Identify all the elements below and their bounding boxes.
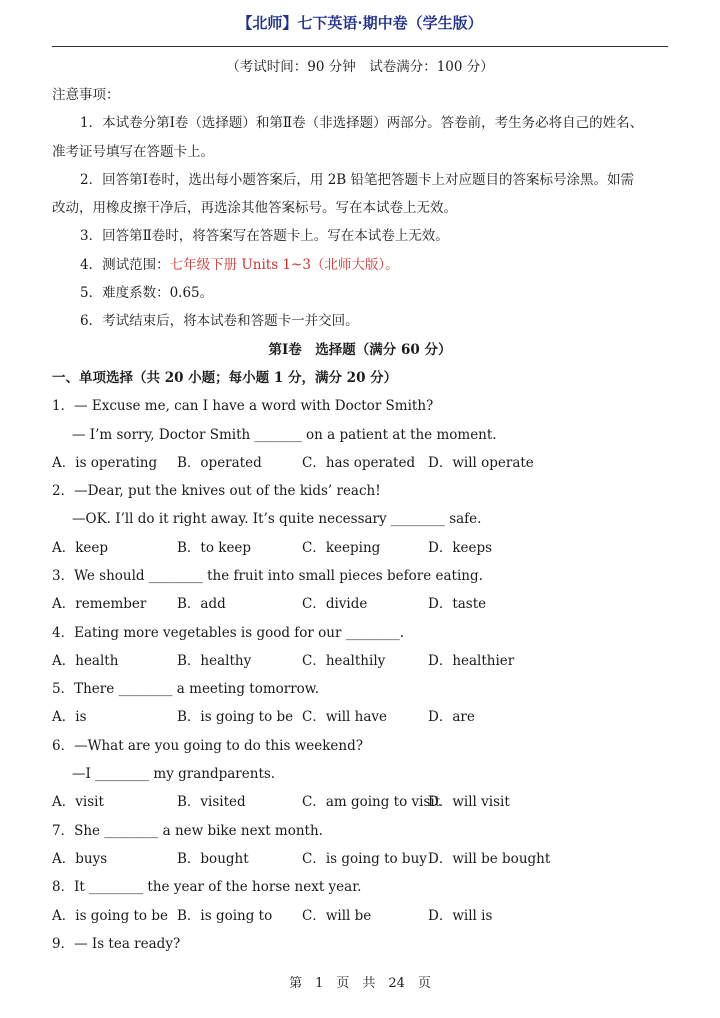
page-footer: 第 1 页 共 24 页 bbox=[289, 976, 431, 991]
note-2-line-2: 改动，用橡皮擦干净后，再选涂其他答案标号。写在本试卷上无效。 bbox=[52, 200, 457, 216]
question-3-stem: 3．We should ________ the fruit into small pieces before eating. bbox=[52, 568, 483, 584]
question-5-option-d: D．are bbox=[428, 709, 475, 725]
question-2-option-c: C．keeping bbox=[302, 540, 381, 556]
question-3-option-a: A．remember bbox=[52, 596, 147, 612]
question-2-stem-2: —OK. I’ll do it right away. It’s quite necessary ________ safe. bbox=[72, 511, 482, 527]
question-1-option-b: B．operated bbox=[177, 455, 262, 471]
question-6-option-d: D．will visit bbox=[428, 794, 510, 810]
note-2-line-1: 2．回答第Ⅰ卷时，选出每小题答案后，用 2B 铅笔把答题卡上对应题目的答案标号涂黑。如需 bbox=[80, 172, 635, 188]
question-7-option-a: A．buys bbox=[52, 851, 108, 867]
question-8-option-d: D．will is bbox=[428, 908, 493, 924]
question-1-stem: 1．— Excuse me, can I have a word with Doctor Smith? bbox=[52, 398, 434, 414]
question-6-option-a: A．visit bbox=[52, 794, 104, 810]
question-4-option-b: B．healthy bbox=[177, 653, 252, 669]
question-7-option-d: D．will be bought bbox=[428, 851, 551, 867]
question-6-stem-2: —I ________ my grandparents. bbox=[72, 766, 276, 782]
note-1-line-2: 准考证号填写在答题卡上。 bbox=[52, 144, 214, 160]
note-4 bbox=[80, 256, 399, 274]
question-8-option-c: C．will be bbox=[302, 908, 372, 924]
question-2-option-d: D．keeps bbox=[428, 540, 493, 556]
note-1-line-1: 1．本试卷分第Ⅰ卷（选择题）和第Ⅱ卷（非选择题）两部分。答卷前，考生务必将自己的姓名、 bbox=[80, 115, 644, 131]
question-7-option-c: C．is going to buy bbox=[302, 851, 427, 867]
question-8-option-b: B．is going to bbox=[177, 908, 273, 924]
question-4-stem: 4．Eating more vegetables is good for our ________. bbox=[52, 625, 405, 641]
question-2-stem: 2．—Dear, put the knives out of the kids’ reach! bbox=[52, 483, 381, 499]
question-6-option-c: C．am going to visit bbox=[302, 794, 441, 810]
question-9-stem: 9．— Is tea ready? bbox=[52, 936, 181, 952]
volume-title: 第Ⅰ卷 选择题（满分 60 分） bbox=[268, 342, 452, 358]
question-1-option-a: A．is operating bbox=[52, 455, 158, 471]
question-7-stem: 7．She ________ a new bike next month. bbox=[52, 823, 323, 839]
question-1-option-c: C．has operated bbox=[302, 455, 416, 471]
question-4-option-d: D．healthier bbox=[428, 653, 515, 669]
note-4-prefix: 4．测试范围： bbox=[80, 257, 170, 273]
question-8-option-a: A．is going to be bbox=[52, 908, 168, 924]
question-5-option-a: A．is bbox=[52, 709, 87, 725]
question-8-stem: 8．It ________ the year of the horse next year. bbox=[52, 879, 362, 895]
question-6-option-b: B．visited bbox=[177, 794, 246, 810]
note-3: 3．回答第Ⅱ卷时，将答案写在答题卡上。写在本试卷上无效。 bbox=[80, 228, 449, 244]
question-4-option-a: A．health bbox=[52, 653, 119, 669]
note-6: 6．考试结束后，将本试卷和答题卡一并交回。 bbox=[80, 313, 359, 329]
notes-heading: 注意事项： bbox=[52, 87, 120, 103]
question-1-option-d: D．will operate bbox=[428, 455, 534, 471]
question-5-option-b: B．is going to be bbox=[177, 709, 294, 725]
question-4-option-c: C．healthily bbox=[302, 653, 386, 669]
question-3-option-c: C．divide bbox=[302, 596, 368, 612]
note-4-range: 七年级下册 Units 1~3（北师大版）。 bbox=[169, 257, 399, 273]
document-title: 【北师】七下英语·期中卷（学生版） bbox=[237, 14, 483, 32]
question-1-stem-2: — I’m sorry, Doctor Smith _______ on a patient at the moment. bbox=[72, 427, 497, 443]
question-5-stem: 5．There ________ a meeting tomorrow. bbox=[52, 681, 320, 697]
question-5-option-c: C．will have bbox=[302, 709, 387, 725]
question-7-option-b: B．bought bbox=[177, 851, 249, 867]
section-title: 一、单项选择（共 20 小题；每小题 1 分，满分 20 分） bbox=[52, 370, 398, 386]
note-5: 5．难度系数：0.65。 bbox=[80, 285, 214, 301]
question-6-stem: 6．—What are you going to do this weekend? bbox=[52, 738, 364, 754]
question-3-option-d: D．taste bbox=[428, 596, 487, 612]
question-2-option-a: A．keep bbox=[52, 540, 109, 556]
question-3-option-b: B．add bbox=[177, 596, 226, 612]
exam-info: （考试时间：90 分钟 试卷满分：100 分） bbox=[226, 59, 494, 75]
header-divider bbox=[52, 46, 668, 47]
question-2-option-b: B．to keep bbox=[177, 540, 252, 556]
